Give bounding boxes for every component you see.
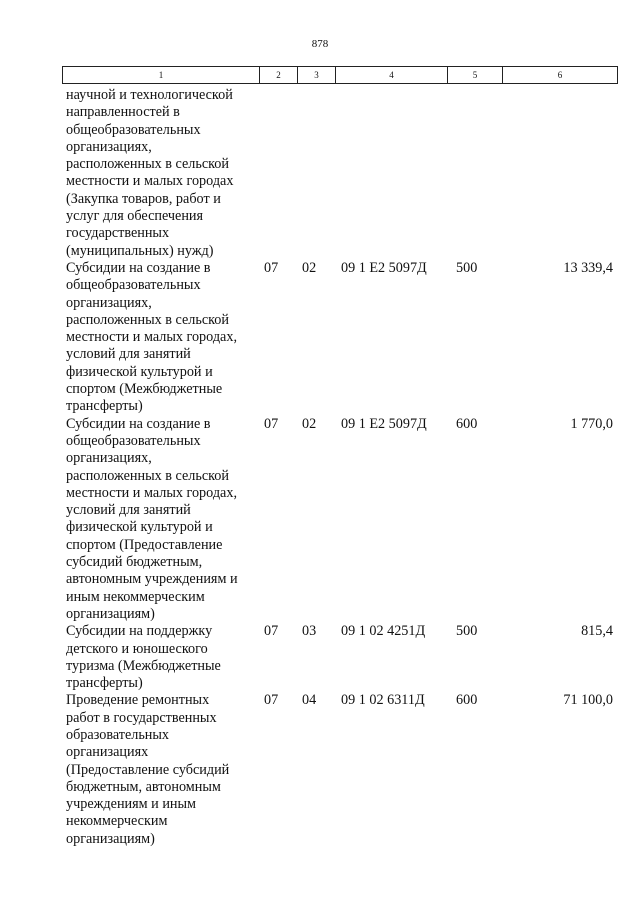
row-csr: 09 1 02 6311Д [341,692,425,709]
row-amount: 71 100,0 [563,692,613,709]
header-col-6: 6 [557,70,563,80]
table-row [66,87,613,260]
page-number: 878 [311,38,329,50]
row-amount: 1 770,0 [570,415,613,432]
row-name: Проведение ремонтных работ в государственных образовательных организациях (Предоставление субсидий бюджетным, автономным учреждениям и иным некоммерческим организациям) [66,692,230,847]
table-row [66,623,613,692]
row-razdel: 07 [264,259,279,276]
row-csr: 09 1 02 4251Д [341,623,426,640]
row-vr: 600 [456,415,478,432]
row-amount: 13 339,4 [563,259,613,276]
row-csr: 09 1 Е2 5097Д [341,415,427,432]
row-vr: 500 [456,623,478,640]
table-row [66,416,613,624]
table-row [66,692,613,848]
header-col-2: 2 [260,67,298,83]
row-podrazdel: 03 [302,623,317,640]
row-vr: 600 [456,692,478,709]
header-col-3: 3 [298,67,336,83]
table-body [66,87,613,848]
row-vr: 500 [456,259,478,276]
row-razdel: 07 [264,692,279,709]
header-col-4: 4 [336,67,448,83]
header-col-1: 1 [63,67,260,83]
row-csr: 09 1 Е2 5097Д [341,259,427,276]
row-amount: 815,4 [581,623,613,640]
table-header [62,66,618,84]
header-col-5: 5 [448,67,503,83]
row-podrazdel: 02 [302,259,317,276]
row-name: Субсидии на поддержку детского и юношеского туризма (Межбюджетные трансферты) [66,623,221,692]
row-name: Субсидии на создание в общеобразовательных организациях, расположенных в сельской местности и малых городах, условий для занятий физической культурой и спортом (Предоставление субсидий бюджетным, автономным учреждениям и иным некоммерческим организациям) [66,415,238,622]
row-podrazdel: 04 [302,692,317,709]
row-razdel: 07 [264,415,279,432]
row-name: Субсидии на создание в общеобразовательных организациях, расположенных в сельской местности и малых городах, условий для занятий физической культурой и спортом (Межбюджетные трансферты) [66,259,237,415]
row-podrazdel: 02 [302,415,317,432]
table-row [66,260,613,416]
row-name: научной и технологической направленностей в общеобразовательных организациях, расположенных в сельской местности и малых городах (Закупка товаров, работ и услуг для обеспечения государственных (муниципальных) нужд) [66,87,234,259]
row-razdel: 07 [264,623,279,640]
